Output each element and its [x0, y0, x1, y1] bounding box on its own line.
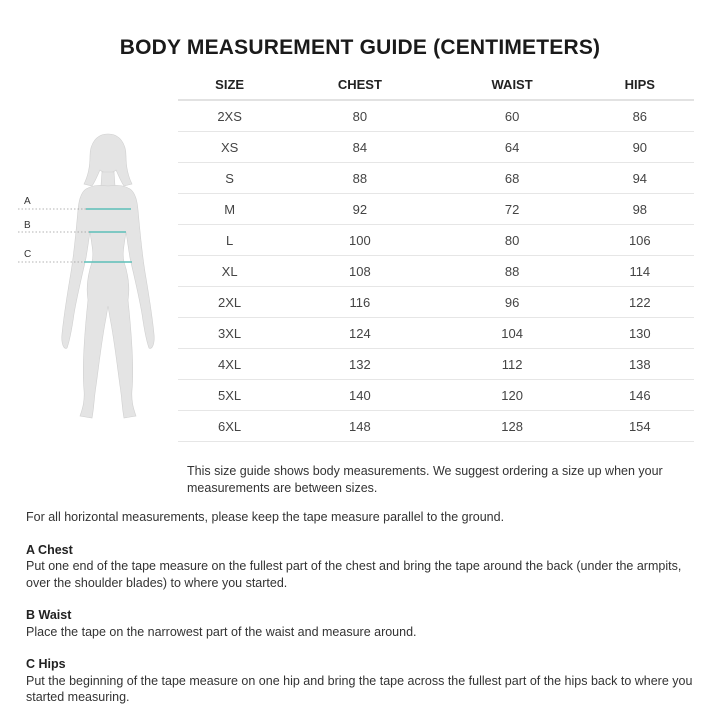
- cell-size: L: [178, 225, 281, 256]
- table-row: [178, 163, 694, 194]
- table-header-row: [178, 70, 694, 100]
- cell-hips: 106: [586, 225, 694, 256]
- cell-size: XS: [178, 132, 281, 163]
- section-text: Put one end of the tape measure on the fullest part of the chest and bring the tape around the back (under the armpits, over the shoulder blades) to where you started.: [26, 559, 682, 590]
- cell-size: M: [178, 194, 281, 225]
- table-row: [178, 380, 694, 411]
- section-waist: [26, 607, 696, 640]
- size-table: [178, 70, 694, 442]
- cell-hips: 90: [586, 132, 694, 163]
- page-title: BODY MEASUREMENT GUIDE (CENTIMETERS): [119, 36, 601, 59]
- cell-size: 2XL: [178, 287, 281, 318]
- section-title: B Waist: [26, 608, 72, 622]
- table-row: [178, 194, 694, 225]
- cell-chest: 116: [281, 287, 438, 318]
- cell-chest: 124: [281, 318, 438, 349]
- cell-hips: 114: [586, 256, 694, 287]
- body-silhouette-figure: [18, 128, 178, 428]
- cell-size: XL: [178, 256, 281, 287]
- cell-chest: 92: [281, 194, 438, 225]
- table-row: [178, 256, 694, 287]
- cell-size: 5XL: [178, 380, 281, 411]
- table-row: [178, 318, 694, 349]
- cell-chest: 108: [281, 256, 438, 287]
- cell-waist: 72: [439, 194, 586, 225]
- cell-size: S: [178, 163, 281, 194]
- cell-waist: 104: [439, 318, 586, 349]
- cell-chest: 148: [281, 411, 438, 442]
- cell-waist: 96: [439, 287, 586, 318]
- cell-waist: 68: [439, 163, 586, 194]
- cell-waist: 128: [439, 411, 586, 442]
- table-row: [178, 287, 694, 318]
- cell-size: 6XL: [178, 411, 281, 442]
- cell-size: 4XL: [178, 349, 281, 380]
- cell-hips: 154: [586, 411, 694, 442]
- cell-size: 2XS: [178, 100, 281, 132]
- cell-hips: 122: [586, 287, 694, 318]
- label-a: A: [24, 196, 31, 207]
- table-row: [178, 132, 694, 163]
- cell-chest: 132: [281, 349, 438, 380]
- cell-hips: 138: [586, 349, 694, 380]
- cell-chest: 80: [281, 100, 438, 132]
- cell-hips: 86: [586, 100, 694, 132]
- cell-chest: 88: [281, 163, 438, 194]
- label-c: C: [24, 249, 32, 260]
- cell-waist: 112: [439, 349, 586, 380]
- header-waist: WAIST: [439, 70, 586, 100]
- size-guide-note: This size guide shows body measurements. We suggest ordering a size up when your measurements are between sizes.: [187, 464, 663, 495]
- cell-waist: 120: [439, 380, 586, 411]
- cell-chest: 140: [281, 380, 438, 411]
- section-title: A Chest: [26, 542, 73, 557]
- table-row: [178, 225, 694, 256]
- cell-hips: 130: [586, 318, 694, 349]
- cell-size: 3XL: [178, 318, 281, 349]
- table-row: [178, 100, 694, 132]
- header-size: SIZE: [178, 70, 281, 100]
- cell-waist: 64: [439, 132, 586, 163]
- cell-chest: 84: [281, 132, 438, 163]
- measurement-instructions: [26, 509, 696, 706]
- header-chest: CHEST: [281, 70, 438, 100]
- intro-text: For all horizontal measurements, please keep the tape measure parallel to the ground.: [26, 510, 505, 524]
- section-chest: [26, 542, 696, 592]
- cell-chest: 100: [281, 225, 438, 256]
- table-row: [178, 411, 694, 442]
- section-text: Place the tape on the narrowest part of the waist and measure around.: [26, 624, 417, 639]
- cell-waist: 60: [439, 100, 586, 132]
- header-hips: HIPS: [586, 70, 694, 100]
- cell-waist: 80: [439, 225, 586, 256]
- cell-waist: 88: [439, 256, 586, 287]
- table-row: [178, 349, 694, 380]
- section-title: C Hips: [26, 657, 66, 671]
- silhouette-body: [62, 134, 154, 418]
- cell-hips: 146: [586, 380, 694, 411]
- cell-hips: 98: [586, 194, 694, 225]
- cell-hips: 94: [586, 163, 694, 194]
- label-b: B: [24, 220, 31, 231]
- section-text: Put the beginning of the tape measure on one hip and bring the tape across the fullest part of the hips back to where you started measuring.: [26, 673, 693, 704]
- section-hips: [26, 656, 696, 706]
